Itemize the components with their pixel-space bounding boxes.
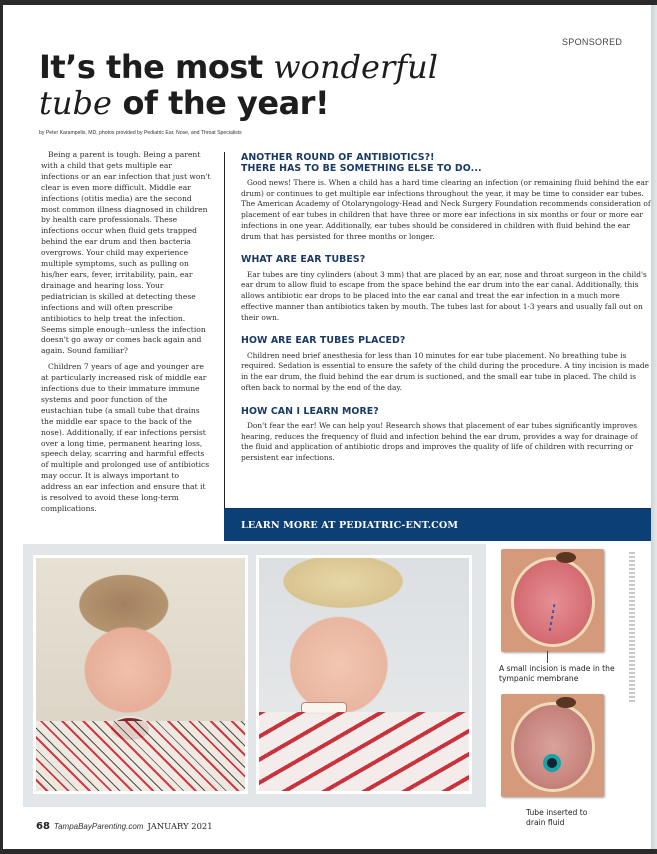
- section-heading: [241, 153, 651, 174]
- right-column: [241, 153, 651, 477]
- page-number: 68: [36, 821, 50, 832]
- section-body: Don't fear the ear! We can help you! Research shows that placement of ear tubes significantly improves hearing, reduces the frequency of fluid and infection behind the ear drum, provides a way for drainage of the fluid and application of antibiotic drops and improves the quality of life of children with recurring or persistent ear infections.: [241, 421, 638, 463]
- diagram-caption-1: A small incision is made in the tympanic membrane: [499, 664, 615, 683]
- section-body: Children need brief anesthesia for less than 10 minutes for ear tube placement. No breathing tube is required. Sedation is essential to ensure the safety of the child during the procedure. A tiny incision is made in the ear drum, the fluid behind the ear drum is suctioned, and the small ear tube in placed. The child is often back to normal by the end of the day.: [241, 350, 649, 392]
- section-learn-more: [241, 407, 651, 464]
- page-edge: [651, 5, 657, 849]
- sponsored-label: SPONSORED: [562, 37, 623, 47]
- child-photo-2: [256, 555, 472, 794]
- title-script-1: wonderful: [273, 48, 438, 86]
- issue-date: JANUARY 2021: [147, 821, 213, 831]
- site-name: TampaBayParenting.com: [53, 822, 144, 831]
- left-column: [41, 150, 211, 520]
- section-how-placed: [241, 336, 651, 393]
- section-body: Good news! There is. When a child has a hard time clearing an infection (or remaining fluid behind the ear drum) or continues to get multiple ear infections throughout the year, it may be time to consider ear tubes. The American Academy of Otolaryngology-Head and Neck Surgery Foundation recommends consideration of placement of ear tubes in children that have three or more ear infections in six months or four or more ear infections in one year. Additionally, ear tubes should be considered in children with fluid behind the ear drum that has persisted for three months or longer.: [241, 178, 651, 241]
- page-footer: [36, 821, 213, 832]
- child-photo-1: [33, 555, 248, 794]
- ear-diagram-incision: [501, 549, 604, 652]
- ear-canal-illustration: [556, 552, 576, 563]
- eardrum-illustration: [511, 557, 595, 647]
- heading-line-1: ANOTHER ROUND OF ANTIBIOTICS?!: [241, 152, 435, 163]
- diagram-caption-2: Tube inserted to drain fluid: [526, 808, 588, 827]
- byline: by Peter Karampelis, MD, photos provided by Pediatric Ear, Nose, and Throat Specialists: [39, 130, 242, 136]
- heading-line-2: THERE HAS TO BE SOMETHING ELSE TO DO...: [241, 162, 482, 174]
- section-what-are-ear-tubes: [241, 255, 651, 323]
- section-body: Ear tubes are tiny cylinders (about 3 mm) that are placed by an ear, nose and throat surgeon in the child's ear drum to allow fluid to escape from the space behind the ear drum into the ear canal. Additionally, this allows antibiotic ear drops to be placed into the ear canal and treat the ear infection in a much more effective manner than antibiotics taken by mouth. The tubes last for about 1-3 years and usually fall out on their own.: [241, 269, 647, 322]
- learn-more-link[interactable]: LEARN MORE AT PEDIATRIC-ENT.COM: [241, 519, 459, 531]
- intro-paragraph-2: Children 7 years of age and younger are at particularly increased risk of middle ear infections due to their immature immune systems and poor function of the eustachian tube (a small tube that drains the middle ear space to the back of the nose). Additionally, if ear infections persist over a long time, permanent hearing loss, speech delay, scarring and harmful effects of multiple and prolonged use of antibiotics may occur. It is always important to address an ear infection and ensure that it is resolved to avoid these long-term complications.: [41, 362, 210, 513]
- page-title: [39, 49, 459, 121]
- section-antibiotics: [241, 153, 651, 242]
- section-heading: WHAT ARE EAR TUBES?: [241, 254, 366, 266]
- title-part-4: of the year!: [111, 84, 330, 122]
- image-credit-vertical: [629, 552, 635, 704]
- photo-detail: [36, 721, 245, 791]
- intro-paragraph-1: Being a parent is tough. Being a parent with a child that gets multiple ear infections or an ear infection that just won't clear is even more difficult. Middle ear infections (otitis media) are the second most common illness diagnosed in children by health care professionals. These infections occur when fluid gets trapped behind the ear drum and then bacteria overgrows. Your child may experience multiple symptoms, such as pulling on his/her ears, fever, irritability, pain, ear drainage and hearing loss. Your pediatrician is skilled at detecting these infections and will often prescribe antibiotics to help treat the infection. Seems simple enough--unless the infection doesn't go away or comes back again and again. Sound familiar?: [41, 150, 211, 356]
- photo-detail: [259, 712, 469, 791]
- learn-more-banner[interactable]: [224, 508, 651, 541]
- section-heading: HOW CAN I LEARN MORE?: [241, 405, 379, 417]
- photo-panel: [23, 544, 486, 807]
- caption-pointer: [547, 651, 548, 663]
- title-script-2: tube: [39, 84, 112, 122]
- eardrum-illustration: [511, 702, 595, 792]
- section-heading: HOW ARE EAR TUBES PLACED?: [241, 335, 406, 347]
- ear-canal-illustration: [556, 697, 576, 708]
- ear-diagram-tube: [501, 694, 604, 797]
- ear-tube-icon: [543, 754, 561, 772]
- column-divider: [224, 152, 225, 520]
- title-part-1: It’s the most: [39, 48, 274, 86]
